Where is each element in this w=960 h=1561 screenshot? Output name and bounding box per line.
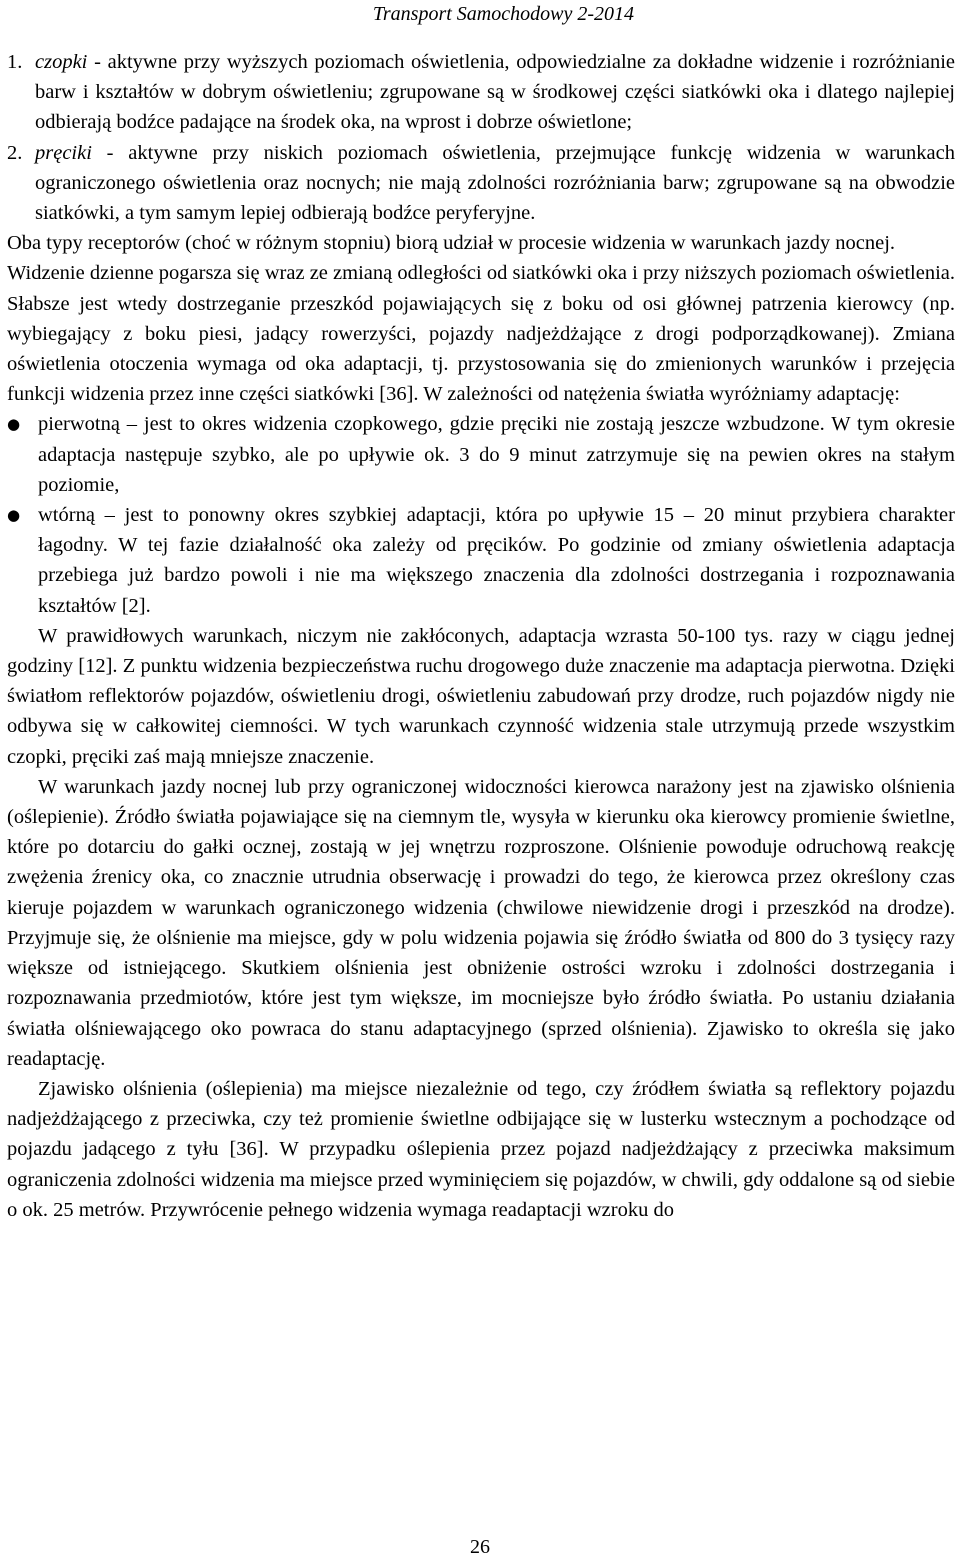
list-number: 2. — [7, 141, 23, 164]
list-term: czopki — [35, 51, 88, 73]
list-text: - aktywne przy wyższych poziomach oświetlenia, odpowiedzialne za dokładne widzenie i rozróżnianie barw i kształtów w dobrym oświetleniu; zgrupowane są w środkowej części siatkówki oka i dlatego najlepiej odbierają bodźce padające na środek oka, na wprost i dobrze oświetlone; — [35, 51, 955, 134]
list-term: pręciki — [35, 141, 92, 164]
bullet-item: ● wtórną – jest to ponowny okres szybkiej adaptacji, która po upływie 15 – 20 minut przybiera charakter łagodny. W tej fazie działalność oka zależy od pręcików. Po godzinie od zmiany oświetlenia adaptacja przebiega już bardzo powoli i nie ma większego znaczenia dla zdolności dostrzegania i rozpoznawania kształtów [2]. — [7, 500, 955, 621]
adaptation-list — [7, 409, 955, 620]
list-item-cones — [7, 47, 955, 138]
journal-header: Transport Samochodowy 2-2014 — [372, 3, 634, 25]
list-text: - aktywne przy niskich poziomach oświetlenia, przejmujące funkcję widzenia w warunkach ograniczonego oświetlenia oraz nocnych; nie mają zdolności rozróżniania barw; zgrupowane są na obwodzie siatkówki, a tym samym lepiej odbierają bodźce peryferyjne. — [35, 141, 955, 225]
list-item-rods — [7, 138, 955, 229]
paragraph: W prawidłowych warunkach, niczym nie zakłóconych, adaptacja wzrasta 50-100 tys. razy w ciągu jednej godziny [12]. Z punktu widzenia bezpieczeństwa ruchu drogowego duże znaczenie ma adaptacja pierwotna. Dzięki światłom reflektorów pojazdów, oświetleniu drogi, oświetleniu zabudowań przy drodze, ruch pojazdów nigdy nie odbywa się w całkowitej ciemności. W tych warunkach czynność widzenia stale utrzymują przede wszystkim czopki, pręciki zaś mają mniejsze znaczenie. — [7, 624, 955, 768]
paragraph: Widzenie dzienne pogarsza się wraz ze zmianą odległości od siatkówki oka i przy niższych poziomach oświetlenia. Słabsze jest wtedy dostrzeganie przeszkód pojawiających się z boku od osi głównej patrzenia kierowcy (np. wybiegający z boku piesi, jadący rowerzyści, pojazdy nadjeżdżające z drogi podporządkowanej). Zmiana oświetlenia otoczenia wymaga od oka adaptacji, tj. przystosowania się do zmienionych warunków i przejęcia funkcji widzenia przez inne części siatkówki [36]. W zależności od natężenia światła wyróżniamy adaptację: — [7, 262, 955, 406]
paragraph: Zjawisko olśnienia (oślepienia) ma miejsce niezależnie od tego, czy źródłem światła są reflektory pojazdu nadjeżdżającego z przeciwka, czy też promienie świetlne odbijające się w lusterku wstecznym a pochodzące od pojazdu jadącego z tyłu [36]. W przypadku oślepienia przez pojazd nadjeżdżający z przeciwka maksimum ograniczenia zdolności widzenia ma miejsce przed wyminięciem się pojazdów, w chwili, gdy oddalone są od siebie o ok. 25 metrów. Przywrócenie pełnego widzenia wymaga readaptacji wzroku do — [7, 1077, 955, 1221]
list-number: 1. — [7, 51, 23, 73]
article-body — [7, 47, 955, 1225]
paragraph: W warunkach jazdy nocnej lub przy ograniczonej widoczności kierowca narażony jest na zjawisko olśnienia (oślepienie). Źródło światła pojawiające się na ciemnym tle, wysyła w kierunku oka kierowcy promienie świetlne, które po dotarciu do gałki ocznej, zostają w jej wnętrzu rozproszone. Olśnienie powoduje odruchową reakcję zwężenia źrenicy oka, co znacznie utrudnia obserwację i prowadzi do tego, że kierowca przez określony czas kieruje pojazdem w warunkach ograniczonego widzenia (chwilowe niewidzenie drogi i przeszkód na drodze). Przyjmuje się, że olśnienie ma miejsce, gdy w polu widzenia pojawia się źródło światła od 800 do 3 tysięcy razy większe od istniejącego. Skutkiem olśnienia jest obniżenie ostrości wzroku i zdolności dostrzegania i rozpoznawania przedmiotów, które jest tym większe, im mocniejsze było źródło światła. Po ustaniu działania światła olśniewającego oko powraca do stanu adaptacyjnego (sprzed olśnienia). Zjawisko to określa się jako readaptację. — [7, 775, 955, 1070]
page-number: 26 — [470, 1536, 490, 1558]
bullet-item: ● pierwotną – jest to okres widzenia czopkowego, gdzie pręciki nie zostają jeszcze wzbudzone. W tym okresie adaptacja następuje szybko, ale po upływie ok. 3 do 9 minut zatrzymuje się na pewien okres na stałym poziomie, — [7, 409, 955, 500]
paragraph: Oba typy receptorów (choć w różnym stopniu) biorą udział w procesie widzenia w warunkach jazdy nocnej. — [7, 232, 896, 255]
